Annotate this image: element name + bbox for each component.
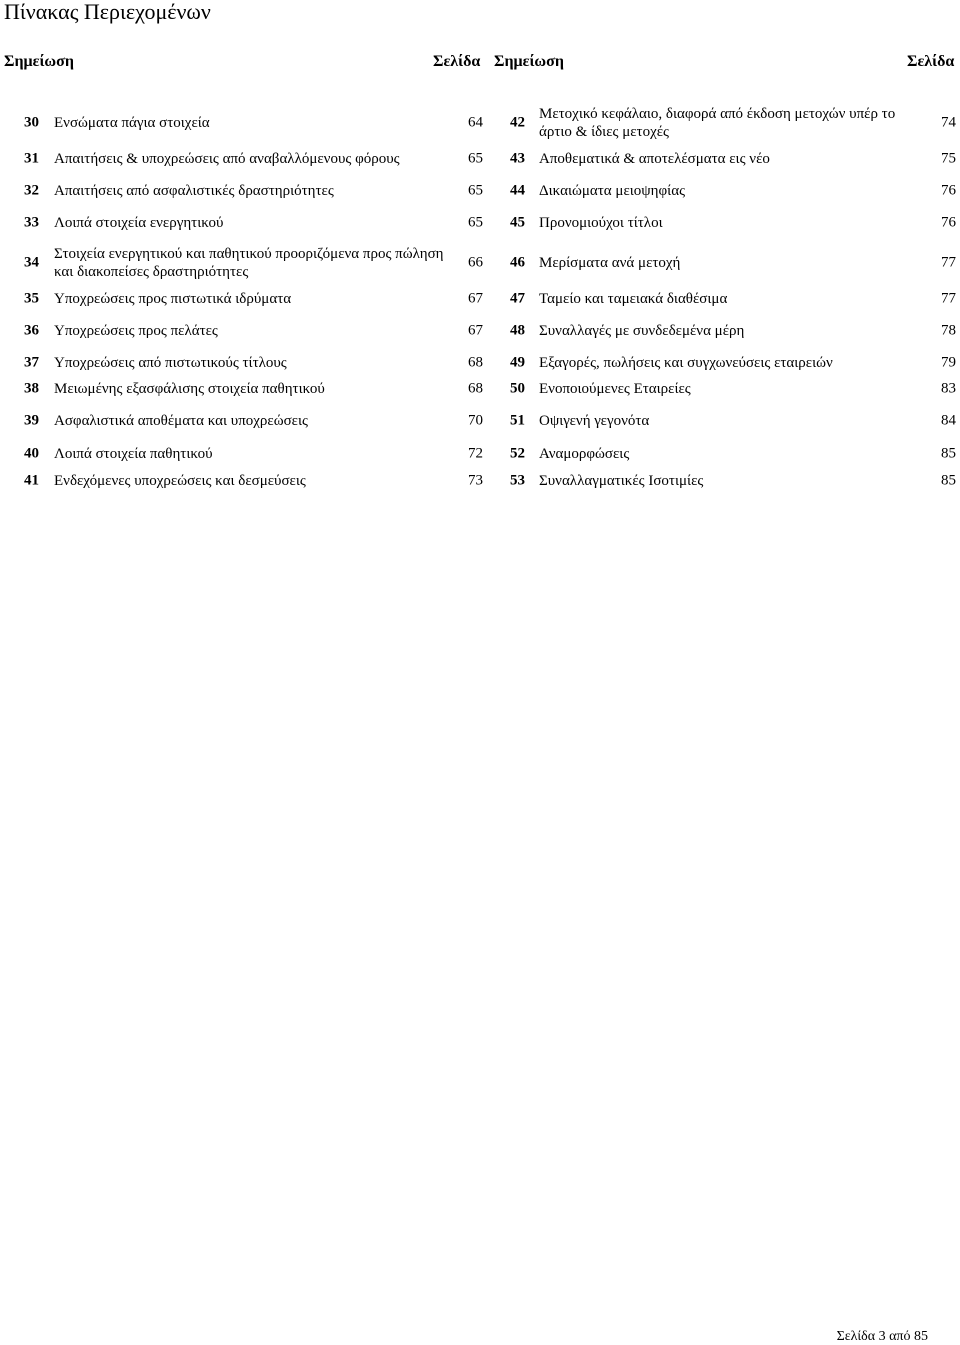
page-number: 77 [941, 254, 956, 271]
note-number: 43 [510, 150, 525, 167]
toc-entry[interactable] [487, 375, 960, 403]
entry-title: Υποχρεώσεις από πιστωτικούς τίτλους [54, 355, 287, 371]
toc-entry[interactable] [487, 284, 960, 314]
note-column-header: Σημείωση [4, 53, 74, 70]
note-column-header: Σημείωση [494, 53, 564, 70]
note-number: 53 [510, 472, 525, 489]
page-number: 75 [941, 150, 956, 167]
page-number: 66 [468, 254, 483, 271]
note-number: 32 [24, 182, 39, 199]
entry-title: Συναλλαγές με συνδεδεμένα μέρη [539, 323, 745, 339]
page-number: 72 [468, 445, 483, 462]
entry-title: Στοιχεία ενεργητικού και παθητικού προοριζόμενα προς πώληση και διακοπείσες δραστηριότητες [54, 246, 444, 280]
note-number: 44 [510, 182, 525, 199]
entry-title: Συναλλαγματικές Ισοτιμίες [539, 473, 704, 489]
note-number: 34 [24, 254, 39, 271]
page-number: 65 [468, 182, 483, 199]
entry-title: Υποχρεώσεις προς πελάτες [54, 323, 218, 339]
page-number: 65 [468, 214, 483, 231]
toc-entry[interactable] [487, 144, 960, 174]
entry-title: Δικαιώματα μειοψηφίας [539, 183, 686, 199]
note-number: 52 [510, 445, 525, 462]
toc-entry[interactable] [487, 102, 960, 144]
toc-entry[interactable] [0, 440, 487, 468]
entry-title: Οψιγενή γεγονότα [539, 413, 650, 429]
page-title: Πίνακας Περιεχομένων [4, 0, 211, 24]
page-number: 85 [941, 445, 956, 462]
note-number: 51 [510, 412, 525, 429]
note-number: 35 [24, 290, 39, 307]
page-number: 76 [941, 182, 956, 199]
toc-entry[interactable] [487, 316, 960, 346]
toc-entry[interactable] [0, 240, 487, 286]
entry-title: Λοιπά στοιχεία παθητικού [54, 446, 213, 462]
toc-entry[interactable] [0, 144, 487, 174]
toc-entry[interactable] [487, 240, 960, 286]
page-number: 77 [941, 290, 956, 307]
note-number: 42 [510, 114, 525, 131]
entry-title: Αναμορφώσεις [539, 446, 630, 462]
entry-title: Μειωμένης εξασφάλισης στοιχεία παθητικού [54, 381, 325, 397]
page-number: 85 [941, 472, 956, 489]
note-number: 48 [510, 322, 525, 339]
page-number: 83 [941, 380, 956, 397]
note-number: 37 [24, 354, 39, 371]
toc-entry[interactable] [0, 349, 487, 377]
page-number: 76 [941, 214, 956, 231]
toc-entry[interactable] [0, 102, 487, 144]
entry-title: Ταμείο και ταμειακά διαθέσιμα [539, 291, 728, 307]
page-footer: Σελίδα 3 από 85 [836, 1329, 928, 1344]
note-number: 46 [510, 254, 525, 271]
toc-entry[interactable] [0, 375, 487, 403]
page-number: 70 [468, 412, 483, 429]
entry-title: Απαιτήσεις & υποχρεώσεις από αναβαλλόμενους φόρους [54, 151, 400, 167]
entry-title: Υποχρεώσεις προς πιστωτικά ιδρύματα [54, 291, 292, 307]
page-number: 68 [468, 380, 483, 397]
note-number: 41 [24, 472, 39, 489]
page-number: 67 [468, 322, 483, 339]
toc-entry[interactable] [0, 176, 487, 206]
note-number: 50 [510, 380, 525, 397]
note-number: 30 [24, 114, 39, 131]
page-number: 79 [941, 354, 956, 371]
toc-entry[interactable] [487, 467, 960, 495]
entry-title: Μερίσματα ανά μετοχή [539, 255, 681, 271]
entry-title: Ενδεχόμενες υποχρεώσεις και δεσμεύσεις [54, 473, 306, 489]
entry-title: Αποθεματικά & αποτελέσματα εις νέο [539, 151, 770, 167]
toc-entry[interactable] [0, 467, 487, 495]
page-number: 67 [468, 290, 483, 307]
entry-title: Ασφαλιστικά αποθέματα και υποχρεώσεις [54, 413, 308, 429]
page-number: 64 [468, 114, 483, 131]
note-number: 33 [24, 214, 39, 231]
toc-entry[interactable] [487, 405, 960, 437]
note-number: 49 [510, 354, 525, 371]
entry-title: Απαιτήσεις από ασφαλιστικές δραστηριότητες [54, 183, 334, 199]
toc-entry[interactable] [0, 316, 487, 346]
note-number: 40 [24, 445, 39, 462]
entry-title: Ενοποιούμενες Εταιρείες [539, 381, 691, 397]
entry-title: Μετοχικό κεφάλαιο, διαφορά από έκδοση μετοχών υπέρ το άρτιο & ίδιες μετοχές [539, 106, 896, 140]
entry-title: Προνομιούχοι τίτλοι [539, 215, 663, 231]
page-column-header: Σελίδα [907, 53, 955, 70]
toc-entry[interactable] [487, 208, 960, 238]
note-number: 31 [24, 150, 39, 167]
toc-entry[interactable] [0, 284, 487, 314]
note-number: 36 [24, 322, 39, 339]
page-number: 65 [468, 150, 483, 167]
page-number: 68 [468, 354, 483, 371]
page-number: 73 [468, 472, 483, 489]
entry-title: Λοιπά στοιχεία ενεργητικού [54, 215, 224, 231]
note-number: 47 [510, 290, 525, 307]
toc-entry[interactable] [487, 440, 960, 468]
note-number: 38 [24, 380, 39, 397]
note-number: 39 [24, 412, 39, 429]
note-number: 45 [510, 214, 525, 231]
toc-entry[interactable] [0, 405, 487, 437]
toc-entry[interactable] [487, 176, 960, 206]
page-number: 74 [941, 114, 956, 131]
page-column-header: Σελίδα [433, 53, 481, 70]
page-number: 78 [941, 322, 956, 339]
toc-entry[interactable] [0, 208, 487, 238]
entry-title: Εξαγορές, πωλήσεις και συγχωνεύσεις εταιρειών [539, 355, 833, 371]
toc-entry[interactable] [487, 349, 960, 377]
entry-title: Ενσώματα πάγια στοιχεία [54, 115, 210, 131]
page-number: 84 [941, 412, 956, 429]
